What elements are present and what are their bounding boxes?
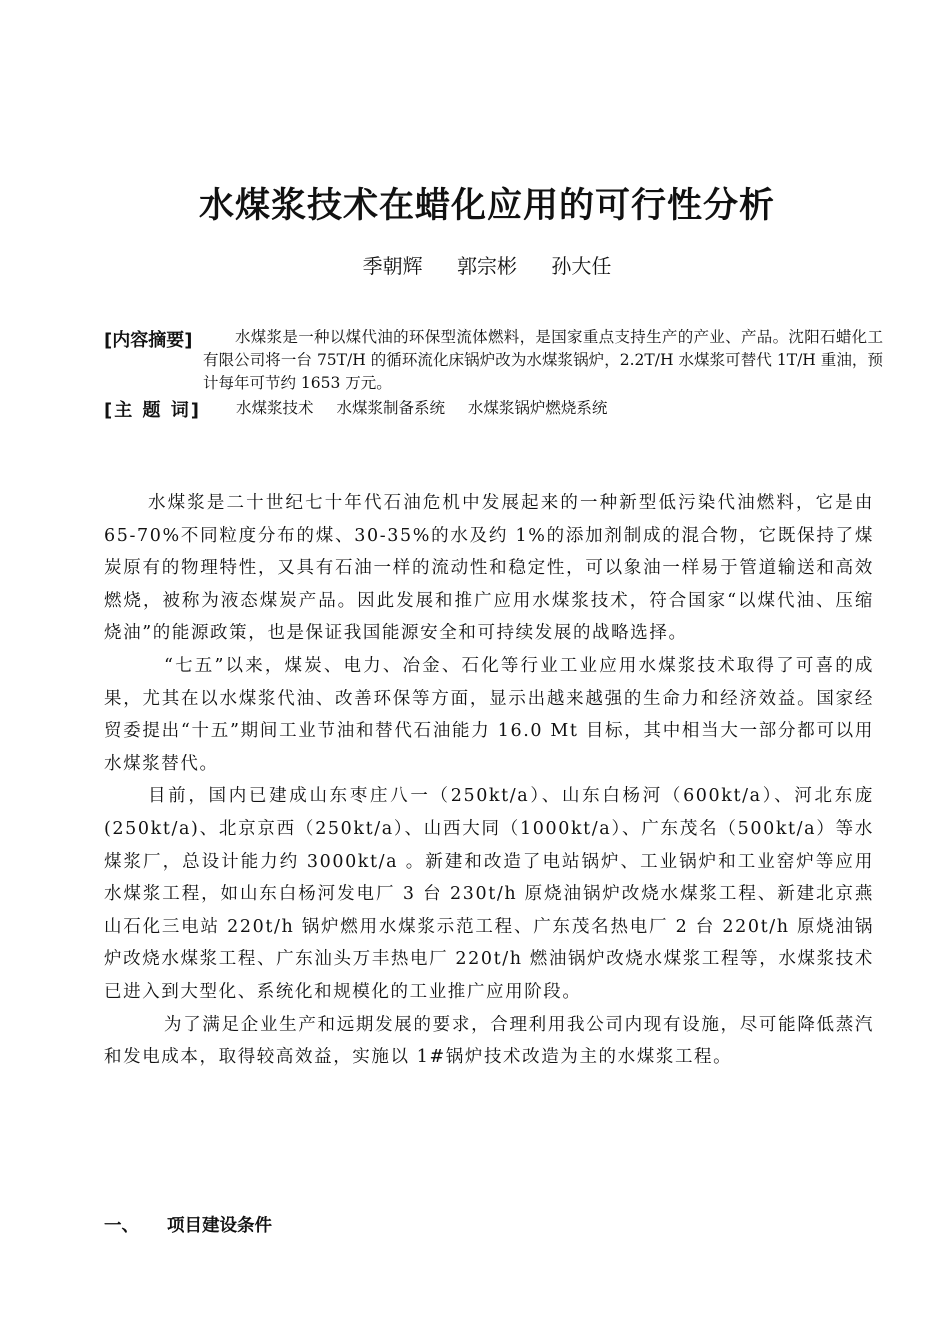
body-text [104, 487, 874, 1074]
body-paragraph: 为了满足企业生产和远期发展的要求，合理利用我公司内现有设施，尽可能降低蒸汽和发电成本，取得较高效益，实施以 1#锅炉技术改造为主的水煤浆工程。 [104, 1014, 874, 1068]
body-paragraph: “七五”以来，煤炭、电力、冶金、石化等行业工业应用水煤浆技术取得了可喜的成果，尤其在以水煤浆代油、改善环保等方面，显示出越来越强的生命力和经济效益。国家经贸委提出“十五”期间工业节油和替代石油能力 16.0 Mt 目标，其中相当大一部分都可以用水煤浆替代。 [104, 655, 874, 774]
abstract-text: 水煤浆是一种以煤代油的环保型流体燃料，是国家重点支持生产的产业、产品。沈阳石蜡化工有限公司将一台 75T/H 的循环流化床锅炉改为水煤浆锅炉，2.2T/H 水煤浆可替代 1T/H 重油，预计每年可节约 1653 万元。 [203, 328, 883, 392]
abstract-label: [内容摘要] [104, 330, 193, 351]
author-name: 孙大任 [551, 254, 612, 278]
section-heading [104, 1212, 272, 1237]
paper-title: 水煤浆技术在蜡化应用的可行性分析 [198, 186, 775, 226]
keyword: 水煤浆技术 [236, 399, 314, 417]
section-title: 项目建设条件 [167, 1216, 272, 1236]
section-number: 一、 [104, 1216, 139, 1236]
body-paragraph: 水煤浆是二十世纪七十年代石油危机中发展起来的一种新型低污染代油燃料，它是由 65-70%不同粒度分布的煤、30-35%的水及约 1%的添加剂制成的混合物，它既保持了煤炭原有的物理特性，又具有石油一样的流动性和稳定性，可以象油一样易于管道输送和高效燃烧，被称为液态煤炭产品。因此发展和推广应用水煤浆技术，符合国家“以煤代油、压缩烧油”的能源政策，也是保证我国能源安全和可持续发展的战略选择。 [104, 493, 874, 644]
author-list [0, 250, 950, 279]
author-name: 郭宗彬 [457, 254, 517, 278]
author-name: 季朝辉 [362, 254, 423, 278]
keywords-label: [主 题 词] [104, 400, 201, 421]
keyword-list [236, 396, 625, 418]
keyword: 水煤浆锅炉燃烧系统 [467, 399, 608, 417]
keyword: 水煤浆制备系统 [336, 399, 445, 417]
body-paragraph: 目前，国内已建成山东枣庄八一（250kt/a）、山东白杨河（600kt/a）、河北东庞(250kt/a)、北京京西（250kt/a）、山西大同（1000kt/a）、广东茂名（500kt/a）等水煤浆厂，总设计能力约 3000kt/a 。新建和改造了电站锅炉、工业锅炉和工业窑炉等应用水煤浆工程，如山东白杨河发电厂 3 台 230t/h 原烧油锅炉改烧水煤浆工程、新建北京燕山石化三电站 220t/h 锅炉燃用水煤浆示范工程、广东茂名热电厂 2 台 220t/h 原烧油锅炉改烧水煤浆工程、广东汕头万丰热电厂 220t/h 燃油锅炉改烧水煤浆工程等，水煤浆技术已进入到大型化、系统化和规模化的工业推广应用阶段。 [104, 786, 874, 1002]
